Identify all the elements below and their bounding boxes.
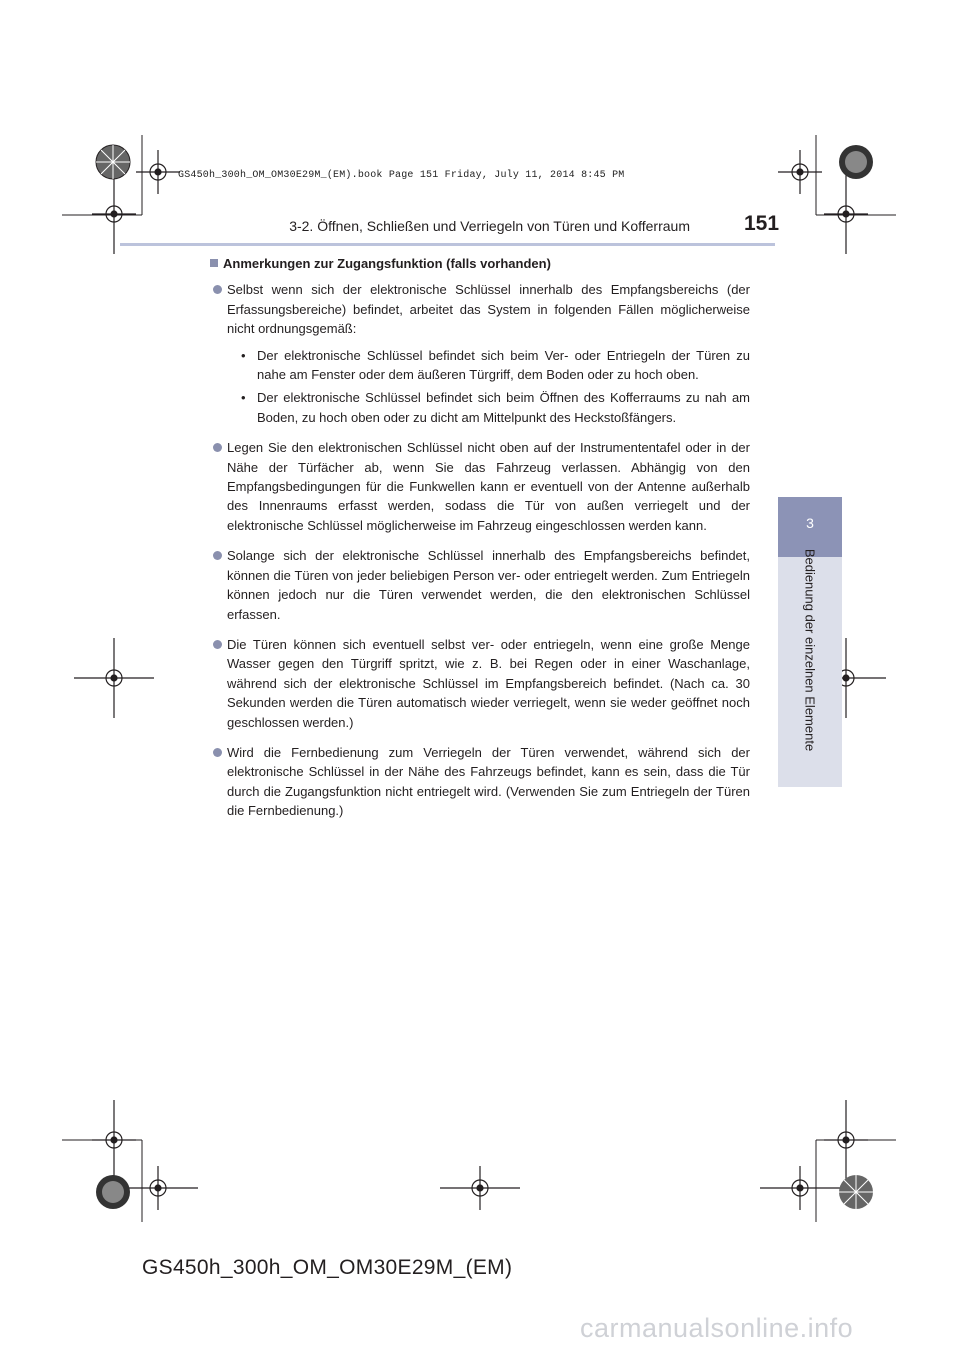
section-heading xyxy=(210,254,750,273)
circle-bullet-icon xyxy=(213,551,222,560)
crosshair-icon xyxy=(440,1166,520,1210)
page-number: 151 xyxy=(744,212,780,235)
list-item xyxy=(210,635,750,732)
section-title: 3-2. Öffnen, Schließen und Verriegeln von Türen und Kofferraum xyxy=(289,218,690,234)
list-item-text: Solange sich der elektronische Schlüssel innerhalb des Empfangsbereichs befindet, können die Türen von jeder beliebigen Person ver- oder entriegelt werden. Zum Entriegeln können jedoch nur die Türen verwendet werden, die den elektronischen Schlüssel erfassen. xyxy=(227,548,750,622)
watermark: carmanualsonline.info xyxy=(580,1313,854,1343)
circle-bullet-icon xyxy=(213,748,222,757)
circle-bullet-icon xyxy=(213,443,222,452)
list-item-text: Wird die Fernbedienung zum Verriegeln der Türen verwendet, während sich der elektronische Schlüssel in der Nähe des Fahrzeugs befindet, kann es sein, dass die Tür durch die Zugangsfunktion nicht entriegelt wird. (Verwenden Sie zum Entriegeln der Türen die Fernbedienung.) xyxy=(227,744,750,819)
list-item xyxy=(210,438,750,535)
chapter-title: Bedienung der einzelnen Elemente xyxy=(802,548,818,752)
crosshair-icon xyxy=(824,174,868,254)
main-content xyxy=(210,254,750,832)
list-item-text: Legen Sie den elektronischen Schlüssel nicht oben auf der Instrumententafel oder in der Nähe der Türfächer ab, wenn Sie das Fahrzeug verlassen. Abhängig von den Empfangsbedingungen für die Funkwellen kann er eventuell von der Antenne außerhalb des Innenraums erfasst werden, sodass die Tür von außen verriegelt und der elektronische Schlüssel möglicherweise im Fahrzeug eingeschlossen werden kann. xyxy=(227,440,750,533)
registration-wheel-icon xyxy=(839,1175,873,1209)
document-code: GS450h_300h_OM_OM30E29M_(EM) xyxy=(142,1256,513,1279)
registration-wheel-icon xyxy=(96,1175,130,1209)
list-item xyxy=(210,280,750,427)
crosshair-icon xyxy=(118,1166,198,1210)
chapter-number: 3 xyxy=(806,515,814,531)
sub-list xyxy=(227,346,750,428)
list-item-text: Die Türen können sich eventuell selbst ver- oder entriegeln, wenn eine große Menge Wasser gegen den Türgriff spritzt, wie z. B. bei Regen oder in einer Waschanlage, während sich der elektronische Schlüssel im Empfangsbereich befindet. (Nach ca. 30 Sekunden werden die Türen automatisch wieder verriegelt, wenn sie weder geöffnet noch geschlossen werden.) xyxy=(227,636,750,730)
square-bullet-icon xyxy=(210,259,218,267)
sub-list-item-text: Der elektronische Schlüssel befindet sich beim Ver- oder Entriegeln der Türen zu nahe am Fenster oder dem äußeren Türgriff, dem Boden oder zu hoch oben. xyxy=(257,347,750,383)
list-item-text: Selbst wenn sich der elektronische Schlüssel innerhalb des Empfangsbereichs (der Erfassungsbereiche) befindet, arbeitet das System in folgenden Fällen möglicherweise nicht ordnungsgemäß: xyxy=(227,282,750,337)
sub-list-item-text: Der elektronische Schlüssel befindet sich beim Öffnen des Kofferraums zu nah am Boden, zu hoch oben oder zu dicht am Mittelpunkt des Heckstoßfängers. xyxy=(257,390,750,425)
crosshair-icon xyxy=(778,150,822,194)
book-info-line: GS450h_300h_OM_OM30E29M_(EM).book Page 151 Friday, July 11, 2014 8:45 PM xyxy=(178,170,625,181)
crosshair-icon xyxy=(74,638,154,718)
sub-list-item: • Der elektronische Schlüssel befindet sich beim Ver- oder Entriegeln der Türen zu nahe am Fenster oder dem äußeren Türgriff, dem Boden oder zu hoch oben. xyxy=(241,347,750,383)
circle-bullet-icon xyxy=(213,640,222,649)
crosshair-icon xyxy=(760,1166,840,1210)
crosshair-icon xyxy=(92,1100,136,1180)
header-divider xyxy=(120,243,775,246)
list-item xyxy=(210,743,750,821)
list-item xyxy=(210,546,750,624)
crosshair-icon xyxy=(136,150,180,194)
crosshair-icon xyxy=(824,1100,868,1180)
sub-list-item: • Der elektronische Schlüssel befindet sich beim Öffnen des Kofferraums zu nah am Boden, zu hoch oben oder zu dicht am Mittelpunkt des Heckstoßfängers. xyxy=(241,390,750,425)
registration-wheel-icon xyxy=(839,145,873,179)
circle-bullet-icon xyxy=(213,285,222,294)
registration-wheel-icon xyxy=(96,145,130,179)
crosshair-icon xyxy=(92,174,136,254)
section-heading-text: Anmerkungen zur Zugangsfunktion (falls vorhanden) xyxy=(223,256,551,271)
